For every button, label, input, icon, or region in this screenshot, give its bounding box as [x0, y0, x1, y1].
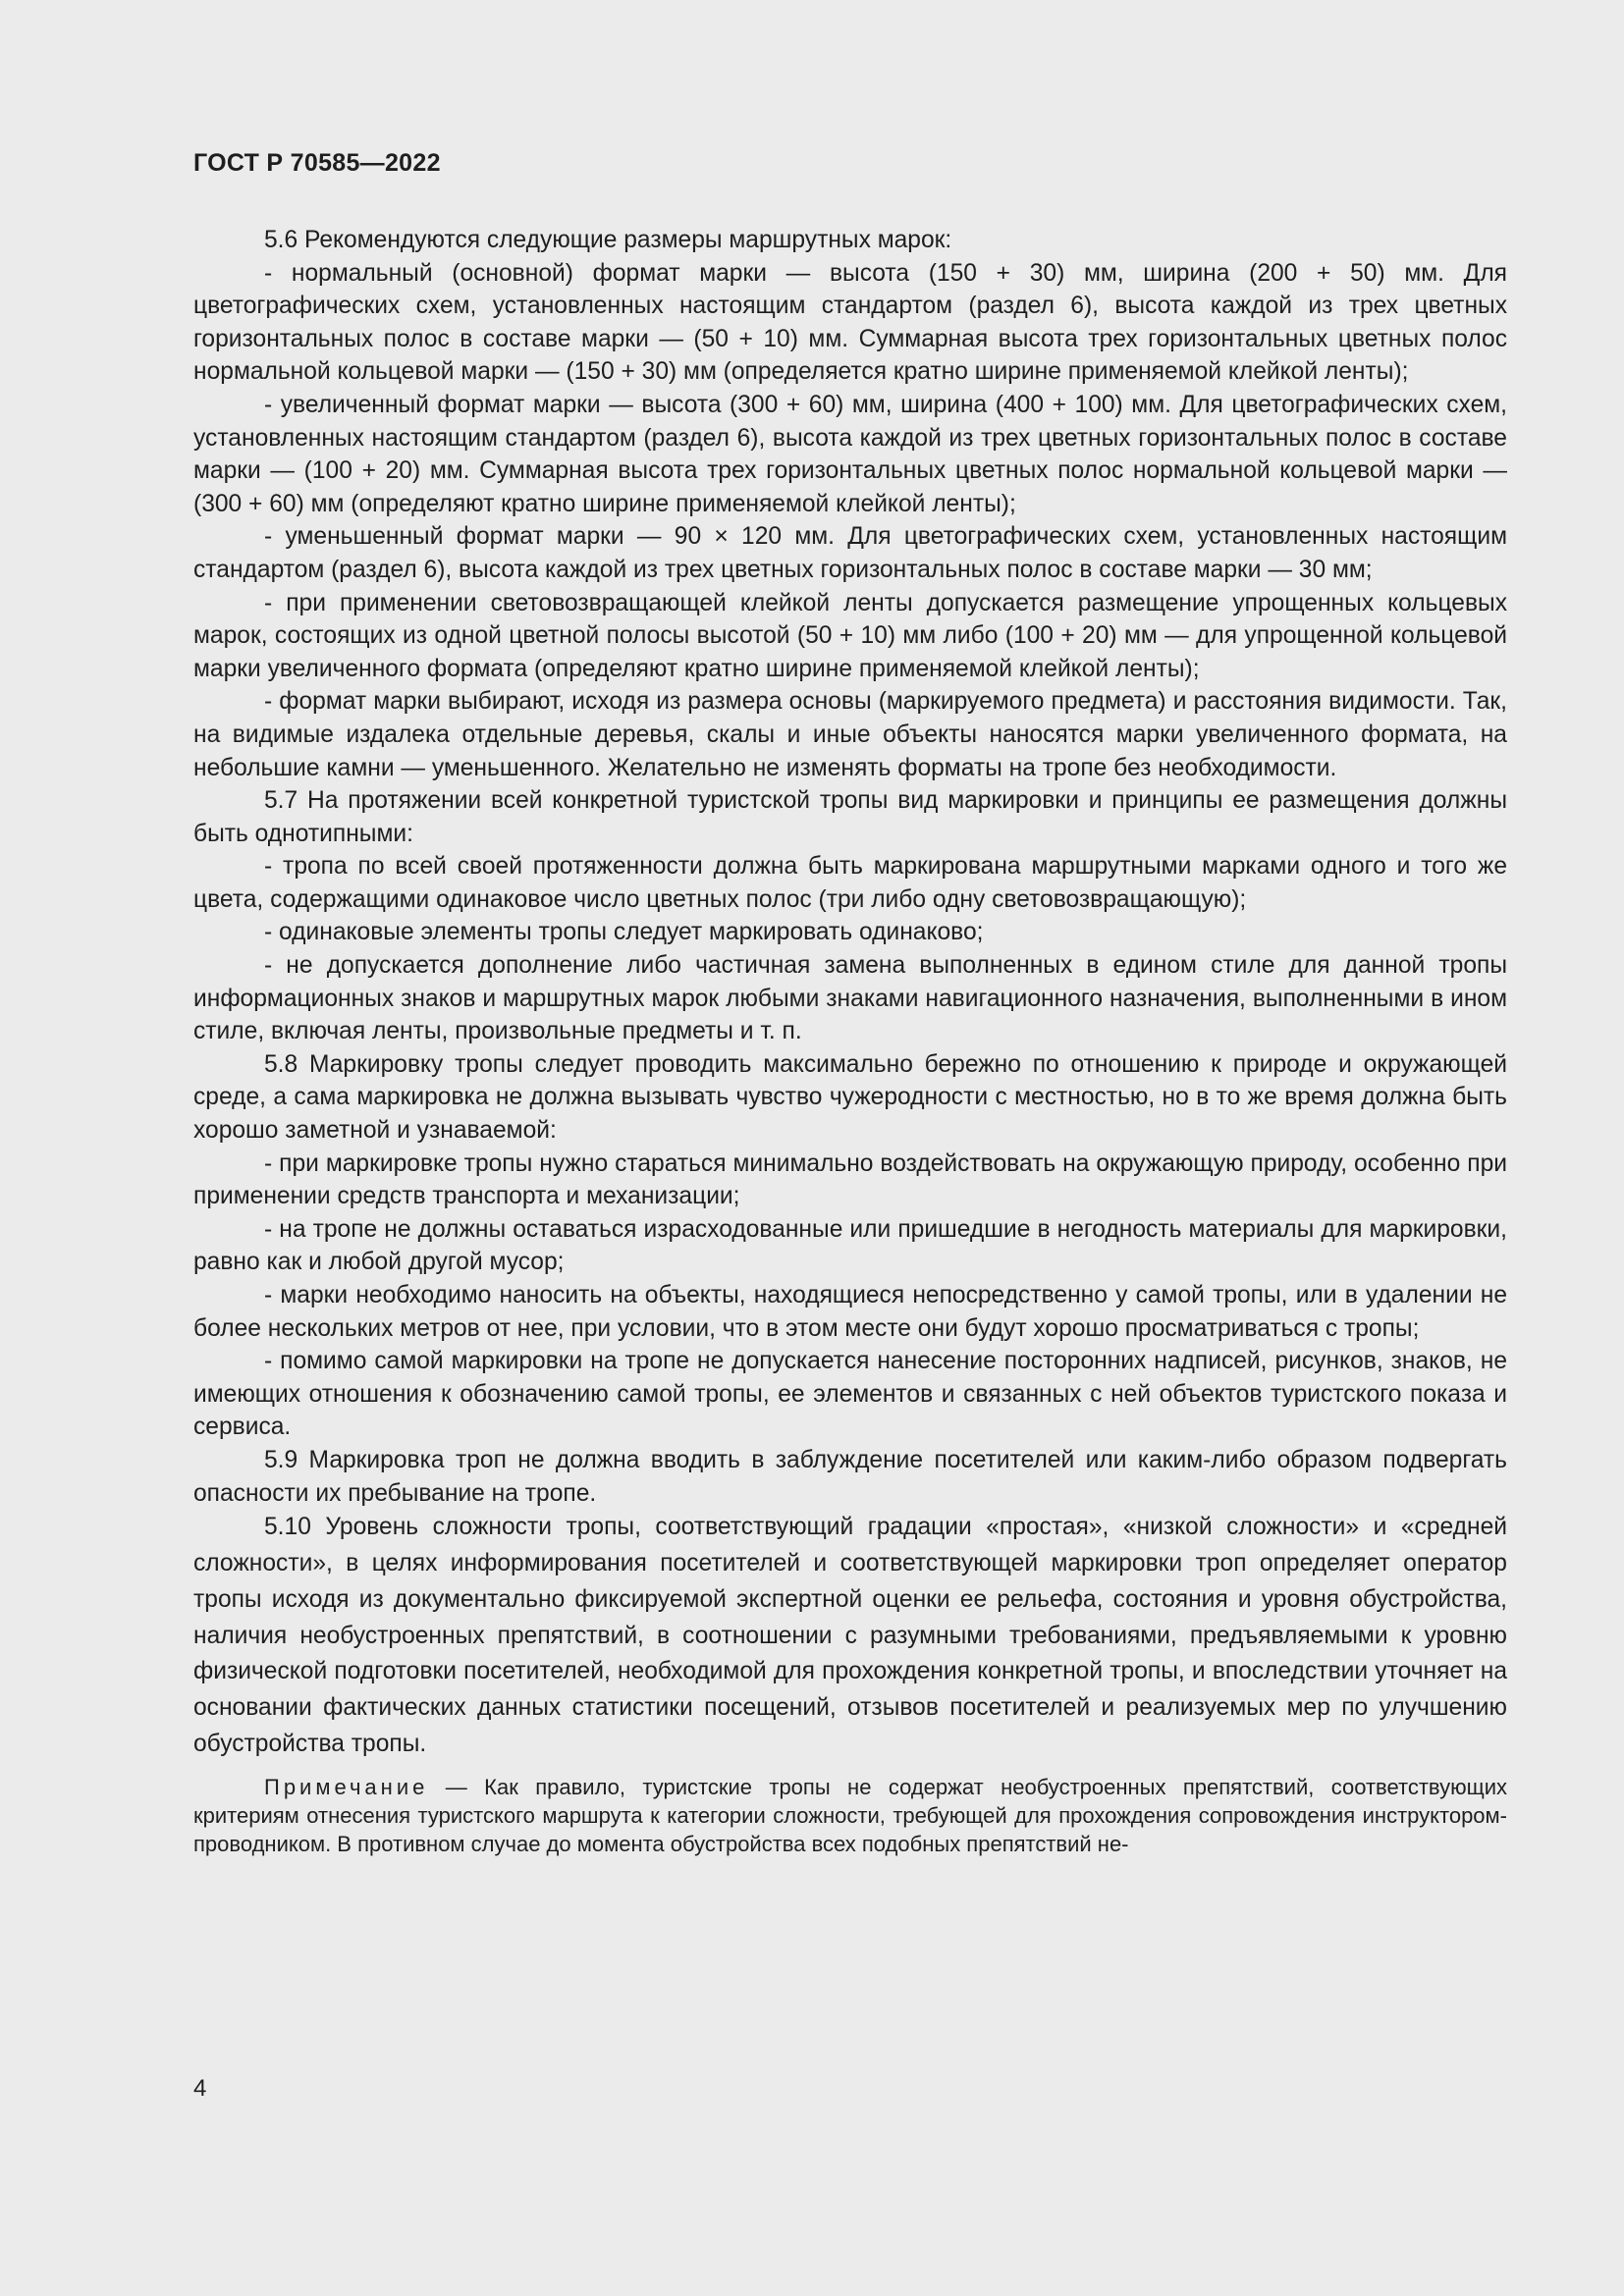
paragraph-5-9: 5.9 Маркировка троп не должна вводить в заблуждение посетителей или каким-либо образом подвергать опасности их пребывание на тропе. [193, 1446, 1507, 1507]
document-body [193, 224, 1507, 1858]
list-item-reduced-format: - уменьшенный формат марки — 90 × 120 мм. Для цветографических схем, установленных настоящим стандартом (раздел 6), высота каждой из трех цветных горизонтальных полос в составе марки — 30 мм; [193, 523, 1507, 583]
document-header: ГОСТ Р 70585—2022 [193, 149, 441, 177]
list-item-same-color: - тропа по всей своей протяженности должна быть маркирована маршрутными марками одного и того же цвета, содержащими одинаковое число цветных полос (три либо одну световозвращающую); [193, 853, 1507, 913]
paragraph-5-7: 5.7 На протяжении всей конкретной туристской тропы вид маркировки и принципы ее размещения должны быть однотипными: [193, 787, 1507, 847]
list-item-no-extraneous: - помимо самой маркировки на тропе не допускается нанесение посторонних надписей, рисунков, знаков, не имеющих отношения к обозначению самой тропы, ее элементов и связанных с ней объектов туристского показа и сервиса. [193, 1348, 1507, 1441]
list-item-no-replacement: - не допускается дополнение либо частичная замена выполненных в едином стиле для данной тропы информационных знаков и маршрутных марок любыми знаками навигационного назначения, выполненными в ином стиле, включая ленты, произвольные предметы и т. п. [193, 952, 1507, 1045]
page-number: 4 [193, 2075, 207, 2102]
note-label: Примечание [264, 1774, 429, 1799]
note [193, 1773, 1507, 1858]
paragraph-5-8: 5.8 Маркировку тропы следует проводить максимально бережно по отношению к природе и окружающей среде, а сама маркировка не должна вызывать чувство чужеродности с местностью, но в то же время должна быть хорошо заметной и узнаваемой: [193, 1050, 1507, 1145]
list-item-enlarged-format: - увеличенный формат марки — высота (300 + 60) мм, ширина (400 + 100) мм. Для цветографических схем, установленных настоящим стандартом (раздел 6), высота каждой из трех цветных горизонтальных полос в составе марки — (100 + 20) мм. Суммарная высота трех горизонтальных цветных полос нормальной кольцевой марки — (300 + 60) мм (определяют кратно ширине применяемой клейкой ленты); [193, 391, 1507, 517]
list-item-same-elements: - одинаковые элементы тропы следует маркировать одинаково; [264, 919, 984, 946]
list-item-reflective-tape: - при применении световозвращающей клейкой ленты допускается размещение упрощенных кольцевых марок, состоящих из одной цветной полосы высотой (50 + 10) мм либо (100 + 20) мм — для упрощенной кольцевой марки увеличенного формата (определяют кратно ширине применяемой клейкой ленты); [193, 589, 1507, 682]
note-text: — Как правило, туристские тропы не содержат необустроенных препятствий, соответствующих критериям отнесения туристского маршрута к категории сложности, требующей для прохождения сопровождения инструктором-проводником. В противном случае до момента обустройства всех подобных препятствий не- [193, 1774, 1507, 1856]
list-item-normal-format: - нормальный (основной) формат марки — высота (150 + 30) мм, ширина (200 + 50) мм. Для цветографических схем, установленных настоящим стандартом (раздел 6), высота каждой из трех цветных горизонтальных полос в составе марки — (50 + 10) мм. Суммарная высота трех горизонтальных цветных полос нормальной кольцевой марки — (150 + 30) мм (определяется кратно ширине применяемой клейкой ленты); [193, 259, 1507, 386]
list-item-mark-placement: - марки необходимо наносить на объекты, находящиеся непосредственно у самой тропы, или в удалении не более нескольких метров от нее, при условии, что в этом месте они будут хорошо просматриваться с тропы; [193, 1282, 1507, 1342]
list-item-no-waste: - на тропе не должны оставаться израсходованные или пришедшие в негодность материалы для маркировки, равно как и любой другой мусор; [193, 1215, 1507, 1276]
list-item-minimal-impact: - при маркировке тропы нужно стараться минимально воздействовать на окружающую природу, особенно при применении средств транспорта и механизации; [193, 1149, 1507, 1210]
list-item-format-choice: - формат марки выбирают, исходя из размера основы (маркируемого предмета) и расстояния видимости. Так, на видимые издалека отдельные деревья, скалы и иные объекты наносятся марки увеличенного формата, на небольшие камни — уменьшенного. Желательно не изменять форматы на тропе без необходимости. [193, 688, 1507, 781]
paragraph-5-6: 5.6 Рекомендуются следующие размеры маршрутных марок: [264, 227, 952, 253]
paragraph-5-10: 5.10 Уровень сложности тропы, соответствующий градации «простая», «низкой сложности» и «средней сложности», в целях информирования посетителей и соответствующей маркировки троп определяет оператор тропы исходя из документально фиксируемой экспертной оценки ее рельефа, состояния и уровня обустройства, наличия необустроенных препятствий, в соотношении с разумными требованиями, предъявляемыми к уровню физической подготовки посетителей, необходимой для прохождения конкретной тропы, и впоследствии уточняет на основании фактических данных статистики посещений, отзывов посетителей и реализуемых мер по улучшению обустройства тропы. [193, 1514, 1507, 1757]
